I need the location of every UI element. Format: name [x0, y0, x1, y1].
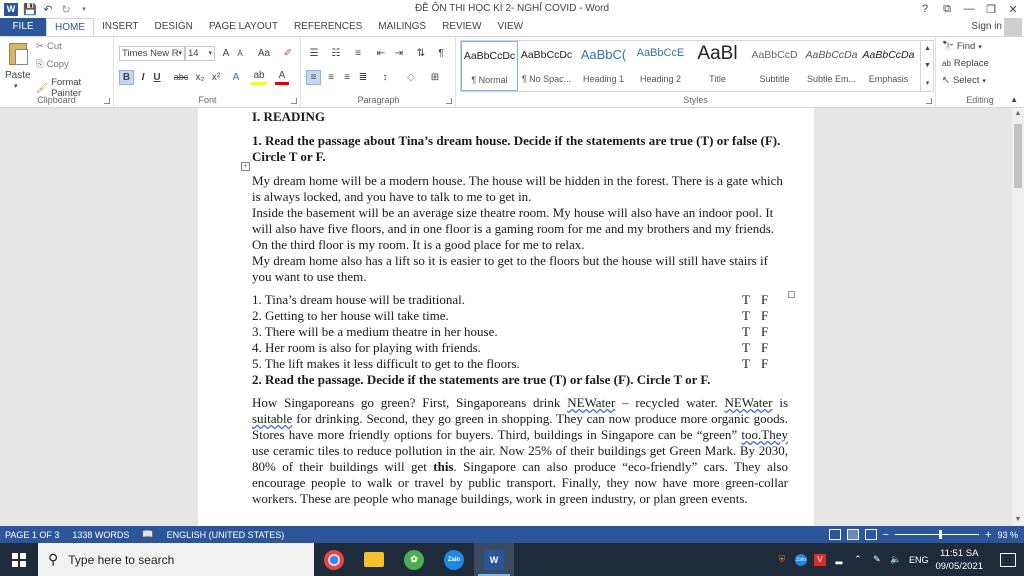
zalo-icon: Zalo — [444, 550, 464, 570]
scissors-icon: ✂ — [36, 41, 44, 52]
font-group — [115, 37, 301, 107]
sign-in-link[interactable]: Sign in — [971, 21, 1002, 32]
notification-icon[interactable] — [1000, 553, 1016, 567]
word-count[interactable]: 1338 WORDS — [72, 529, 130, 540]
table-row — [252, 356, 788, 372]
shading-icon[interactable]: ◇ — [407, 72, 415, 83]
clock-date: 09/05/2021 — [935, 560, 983, 572]
table-row — [252, 324, 788, 340]
proofing-icon[interactable]: 📖 — [142, 529, 154, 539]
style-name: ¶ No Spac... — [521, 74, 572, 84]
zalo-tray-icon[interactable]: Zalo — [795, 554, 807, 566]
clipboard-group — [0, 37, 114, 107]
passage-2-text: for drinking. Second, they go green in shopping. They can now produce more organic goods. Stores have more friendly options for buyers. Third, buildings in Singapore can be “green” — [252, 411, 788, 442]
strikethrough-button[interactable]: abc — [173, 72, 189, 82]
page-content — [252, 108, 788, 507]
page-count[interactable]: PAGE 1 OF 3 — [5, 529, 60, 540]
title-bar — [0, 0, 1024, 18]
zoom-in-icon[interactable]: + — [985, 528, 992, 541]
superscript-button[interactable]: x² — [211, 72, 221, 83]
zoom-level[interactable]: 93 % — [997, 529, 1018, 540]
table-row — [252, 340, 788, 356]
passage-2-text: How Singaporeans go green? First, Singaporeans drink — [252, 395, 568, 410]
bold-word: this — [433, 459, 454, 474]
quick-access-toolbar — [0, 0, 90, 18]
statements-table — [252, 292, 788, 372]
borders-icon[interactable]: ⊞ — [430, 72, 440, 83]
style-name: Heading 2 — [639, 74, 682, 84]
chevron-up-icon[interactable]: ▲ — [924, 45, 931, 52]
clear-formatting-button[interactable]: ✐ — [283, 48, 293, 59]
start-button[interactable] — [0, 543, 38, 576]
chevron-down-icon: ▾ — [178, 50, 182, 57]
table-row — [252, 292, 788, 308]
vtv-tray-icon[interactable]: V — [814, 554, 826, 566]
chevron-up-icon[interactable]: ⌃ — [854, 554, 862, 564]
print-layout-icon[interactable] — [847, 529, 859, 540]
speaker-icon[interactable]: 🔈 — [890, 554, 902, 564]
taskbar-search-box[interactable] — [38, 543, 314, 576]
align-right-icon[interactable]: ≡ — [344, 72, 350, 83]
editing-group-label: Editing — [966, 95, 994, 105]
replace-label: Replace — [953, 58, 989, 69]
true-option: T — [742, 340, 750, 355]
window-title: ĐỀ ÔN THI HỌC KÌ 2- NGHỈ COVID - Word — [414, 3, 610, 14]
maximize-button[interactable]: ❐ — [986, 3, 996, 16]
show-formatting-icon[interactable]: ¶ — [438, 48, 444, 59]
misspelled-word[interactable]: too.They — [741, 427, 788, 442]
search-placeholder: Type here to search — [68, 552, 175, 567]
font-name-select[interactable] — [119, 46, 185, 61]
bold-button[interactable]: B — [119, 70, 134, 85]
shrink-font-button[interactable]: A — [237, 49, 243, 58]
align-left-icon[interactable]: ≡ — [306, 70, 321, 85]
document-area — [0, 108, 1012, 526]
find-button[interactable] — [942, 41, 982, 52]
style-name: Subtle Em... — [806, 74, 857, 84]
style-preview: AaBbC( — [580, 47, 627, 62]
style-preview: AaBbCcDc — [463, 50, 516, 62]
clock-time: 11:51 SA — [940, 547, 979, 559]
brush-icon: 🖌 — [36, 82, 49, 94]
false-option: F — [760, 356, 769, 371]
cut-label: Cut — [46, 41, 62, 52]
cursor-icon: ↖ — [942, 75, 950, 86]
chevron-down-icon: ▾ — [982, 77, 986, 85]
help-button[interactable]: ? — [921, 3, 929, 15]
font-size-select[interactable] — [185, 46, 215, 61]
language-indicator[interactable]: ENGLISH (UNITED STATES) — [166, 529, 285, 540]
line-spacing-icon[interactable]: ↕ — [382, 72, 388, 83]
styles-group — [456, 37, 936, 107]
tab-references[interactable]: REFERENCES — [293, 21, 363, 32]
binoculars-icon: 🔭 — [942, 41, 954, 52]
false-option: F — [760, 340, 769, 355]
change-case-button[interactable]: Aa — [257, 48, 271, 59]
align-center-icon[interactable]: ≡ — [328, 72, 334, 83]
style-name: Heading 1 — [582, 74, 625, 84]
table-resize-handle-icon[interactable] — [788, 291, 795, 298]
zoom-slider[interactable] — [895, 534, 979, 535]
tab-home[interactable]: HOME — [46, 18, 94, 36]
status-bar — [0, 526, 1024, 543]
tab-insert[interactable]: INSERT — [102, 21, 139, 32]
select-label: Select — [952, 75, 980, 86]
table-move-handle-icon[interactable]: + — [241, 162, 250, 171]
close-button[interactable]: ✕ — [1008, 3, 1018, 16]
highlight-button[interactable]: ab — [251, 70, 267, 85]
question-1-heading: 1. Read the passage about Tina’s dream house. Decide if the statements are true (T) or false (F). Circle T or F. — [252, 133, 781, 164]
format-painter-label: Format Painter — [51, 77, 82, 99]
ribbon-home — [0, 36, 1024, 108]
question-2-heading: 2. Read the passage. Decide if the statements are true (T) or false (F). Circle T or F. — [252, 372, 711, 387]
chevron-down-icon[interactable]: ▼ — [924, 62, 931, 69]
style-preview: AaBbCcDa — [862, 49, 915, 61]
passage-1-paragraph: My dream home also has a lift so it is easier to get to the floors but the house will still have stairs if you want to use them. — [252, 253, 768, 284]
grammar-flagged-word[interactable]: suitable — [252, 411, 293, 426]
section-heading: I. READING — [252, 109, 325, 124]
scroll-up-icon[interactable]: ▲ — [1014, 110, 1022, 117]
table-row — [252, 308, 788, 324]
style-preview: AaBbCcDa — [805, 49, 858, 61]
file-explorer-taskbar-button[interactable] — [354, 543, 394, 576]
clipboard-group-label: Clipboard — [37, 95, 76, 105]
chrome-taskbar-button[interactable] — [314, 543, 354, 576]
pen-icon[interactable]: ✎ — [873, 554, 881, 564]
style-preview: AaBbCcDc — [520, 49, 573, 61]
true-option: T — [742, 324, 750, 339]
search-icon: ⚲ — [48, 551, 59, 567]
tab-page-layout[interactable]: PAGE LAYOUT — [208, 21, 278, 32]
save-icon[interactable]: 💾 — [23, 3, 37, 16]
tab-view[interactable]: VIEW — [497, 21, 524, 32]
numbering-icon[interactable]: ☷ — [331, 48, 341, 59]
passage-2 — [252, 395, 788, 507]
word-taskbar-button[interactable] — [474, 543, 514, 576]
justify-icon[interactable]: ≣ — [358, 72, 368, 83]
redo-icon[interactable]: ↻ — [61, 3, 71, 16]
false-option: F — [760, 308, 769, 323]
passage-1-paragraph: My dream home will be a modern house. The house will be hidden in the forest. There is a gate which is always locked, and you have to talk to me to get in. — [252, 173, 783, 204]
green-app-icon: ✿ — [404, 550, 424, 570]
find-label: Find — [956, 41, 976, 52]
paste-icon[interactable] — [9, 43, 27, 65]
statement-text: 1. Tina’s dream house will be traditional. — [252, 292, 466, 307]
view-controls — [829, 526, 1024, 543]
tab-design[interactable]: DESIGN — [154, 21, 193, 32]
undo-icon[interactable]: ↶ — [43, 3, 53, 16]
font-size-value: 14 — [188, 48, 199, 59]
chevron-down-icon: ▾ — [208, 50, 212, 57]
style-preview: AaBl — [697, 43, 738, 64]
network-icon[interactable]: ▂ — [835, 554, 843, 564]
zalo-taskbar-button[interactable] — [434, 543, 474, 576]
scroll-down-icon[interactable]: ▼ — [1014, 516, 1022, 523]
passage-2-text: is — [772, 395, 789, 410]
false-option: F — [760, 292, 769, 307]
passage-2-text: use ceramic tiles to reduce pollution in the air. Now 25% of their buildings get Green Mark. By 2030, 80% of their buildings will get — [252, 443, 788, 474]
word-icon: W — [484, 550, 504, 570]
zoom-out-icon[interactable]: − — [882, 528, 890, 541]
select-button[interactable] — [942, 75, 986, 86]
font-name-value: Times New R — [122, 48, 179, 59]
windows-logo-icon — [12, 553, 26, 567]
style-name: Subtitle — [759, 74, 790, 84]
copy-icon: ⎘ — [36, 59, 44, 70]
misspelled-word[interactable]: NEWater — [724, 395, 773, 410]
passage-1-paragraph: Inside the basement will be an average size theatre room. My house will also have an indoor pool. It will also have five floors, and in one floor is a gaming room for me and my brothers and my friends. On the third floor is my room. It is a good place for me to relax. — [252, 205, 775, 252]
tab-mailings[interactable]: MAILINGS — [378, 21, 427, 32]
cut-button[interactable] — [36, 41, 62, 52]
passage-2-text: – recycled water. — [615, 395, 725, 410]
replace-button[interactable] — [942, 58, 989, 69]
replace-icon: ab — [942, 59, 951, 68]
statement-text: 3. There will be a medium theatre in her house. — [252, 324, 498, 339]
italic-button[interactable]: I — [141, 72, 145, 83]
scrollbar-thumb[interactable] — [1014, 124, 1022, 188]
web-layout-icon[interactable] — [865, 529, 877, 540]
true-option: T — [742, 356, 750, 371]
word-app-icon[interactable]: W — [4, 3, 18, 16]
false-option: F — [760, 324, 769, 339]
statement-text: 2. Getting to her house will take time. — [252, 308, 449, 323]
paragraph-group — [302, 37, 456, 107]
copy-button[interactable] — [36, 59, 69, 70]
sort-icon[interactable]: ⇅ — [416, 48, 426, 59]
zoom-slider-knob[interactable] — [939, 530, 942, 539]
read-mode-icon[interactable] — [829, 529, 841, 540]
style-name: Title — [709, 74, 726, 84]
collapse-ribbon-icon[interactable]: ▲ — [1010, 95, 1018, 104]
avatar[interactable] — [1004, 18, 1022, 36]
ribbon-tabs — [0, 18, 1024, 36]
system-tray — [776, 543, 1024, 576]
paste-dropdown-icon[interactable]: ▾ — [14, 83, 18, 90]
copy-label: Copy — [46, 59, 69, 70]
paragraph-launcher-icon[interactable] — [446, 98, 452, 104]
paragraph-group-label: Paragraph — [357, 95, 400, 105]
styles-launcher-icon[interactable] — [926, 98, 932, 104]
green-app-taskbar-button[interactable] — [394, 543, 434, 576]
true-option: T — [742, 308, 750, 323]
paste-button[interactable]: Paste — [5, 70, 31, 81]
clock[interactable] — [935, 547, 983, 573]
bullets-icon[interactable]: ☰ — [309, 48, 319, 59]
input-language[interactable]: ENG — [908, 554, 929, 565]
folder-icon — [364, 552, 384, 567]
chrome-icon — [324, 550, 344, 570]
shield-icon[interactable]: ⛨ — [778, 554, 786, 564]
underline-button[interactable]: U — [153, 72, 161, 83]
tab-file[interactable]: FILE — [0, 18, 46, 36]
font-launcher-icon[interactable] — [291, 98, 297, 104]
statement-text: 4. Her room is also for playing with friends. — [252, 340, 481, 355]
style-name: Emphasis — [868, 74, 909, 84]
font-group-label: Font — [198, 95, 217, 105]
statement-text: 5. The lift makes it less difficult to get to the floors. — [252, 356, 520, 371]
chevron-down-icon: ▾ — [978, 43, 982, 51]
windows-taskbar — [0, 543, 1024, 576]
document-page[interactable] — [198, 108, 814, 526]
passage-1 — [252, 173, 788, 285]
styles-group-label: Styles — [683, 95, 708, 105]
customize-qat-icon[interactable]: ▾ — [82, 6, 86, 13]
style-preview: AaBbCcE — [636, 47, 685, 59]
decrease-indent-icon[interactable]: ⇤ — [376, 48, 386, 59]
style-name: ¶ Normal — [471, 75, 508, 85]
window-controls — [914, 0, 1024, 18]
clipboard-launcher-icon[interactable] — [104, 98, 110, 104]
font-color-button[interactable]: A — [275, 70, 289, 85]
grow-font-button[interactable]: A — [222, 48, 230, 59]
misspelled-word[interactable]: NEWater — [567, 395, 616, 410]
text-effects-button[interactable]: A — [232, 72, 240, 83]
multilevel-list-icon[interactable]: ≡ — [355, 48, 361, 59]
increase-indent-icon[interactable]: ⇥ — [394, 48, 404, 59]
subscript-button[interactable]: x₂ — [195, 72, 205, 83]
true-option: T — [742, 292, 750, 307]
ribbon-display-options-button[interactable]: ⧉ — [943, 2, 951, 15]
more-icon[interactable]: ▾ — [925, 80, 930, 87]
passage-2-text: . Singapore can also produce “eco-friendly” cars. They also encourage people to walk or travel by public transport. Finally, they now have more green-collar workers. These are people who manage buildings, work in green industry, or plan green events. — [252, 459, 789, 506]
tab-review[interactable]: REVIEW — [442, 21, 482, 32]
vertical-scrollbar[interactable] — [1012, 108, 1024, 526]
style-preview: AaBbCcD — [751, 49, 798, 61]
minimize-button[interactable]: — — [963, 3, 975, 15]
